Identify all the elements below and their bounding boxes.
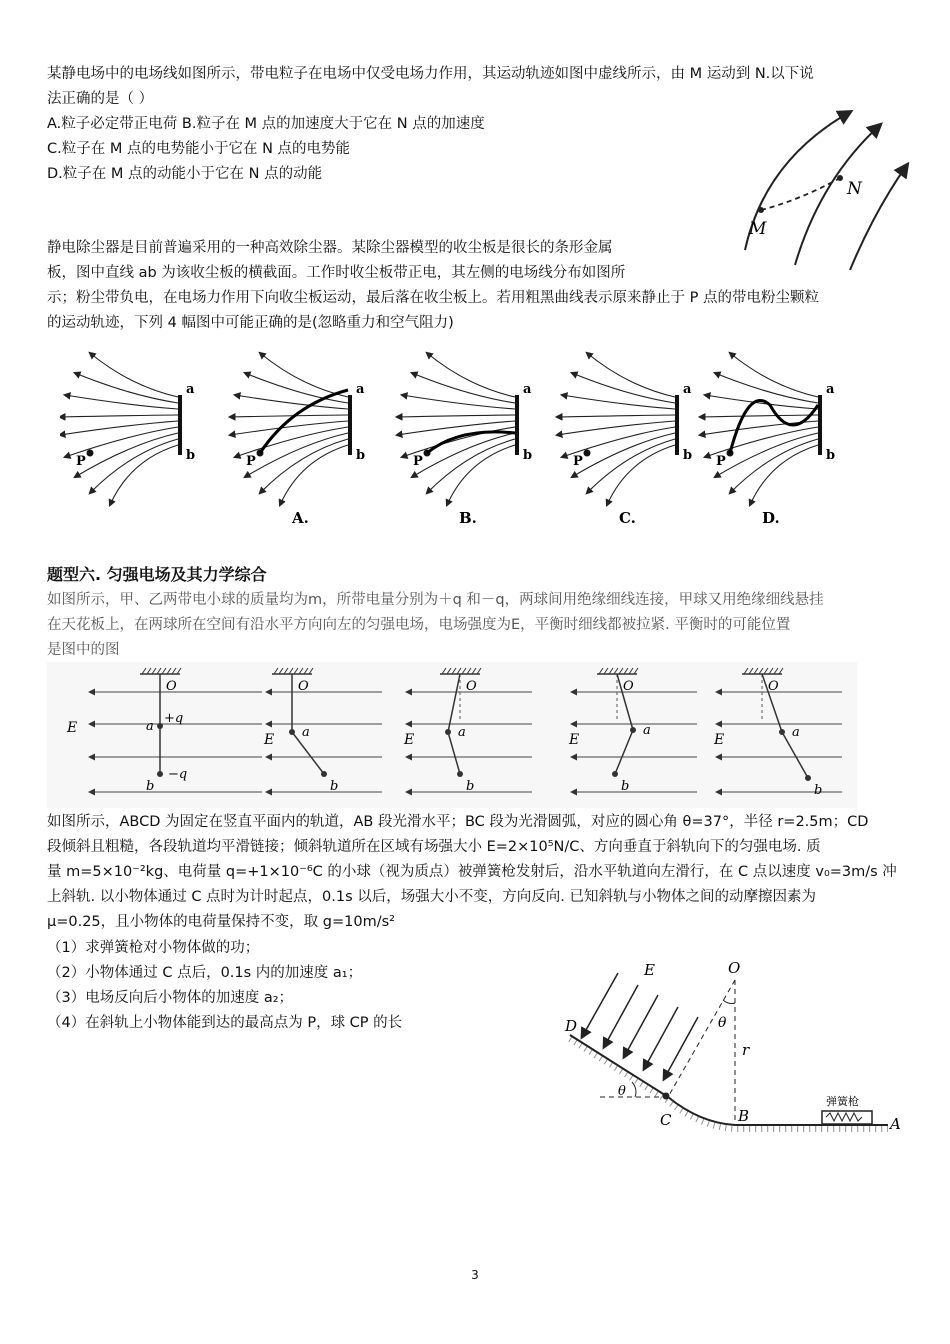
q3-label-a: a <box>146 719 154 734</box>
q2-label-p: P <box>76 454 86 469</box>
q4-label-d: D <box>565 1017 578 1035</box>
q3-label-b: b <box>146 779 155 794</box>
q2-label-b: b <box>683 448 693 463</box>
q3-pendulum-figures <box>47 662 857 808</box>
q2-label-b: b <box>826 448 836 463</box>
q1-label-n: N <box>847 179 862 199</box>
q2-label-a: a <box>826 382 835 397</box>
q1-option-ab: A.粒子必定带正电荷 B.粒子在 M 点的加速度大于它在 N 点的加速度 <box>47 116 485 132</box>
q2-dust-figures <box>60 345 860 535</box>
q3-charge-pos: +q <box>164 711 184 726</box>
q4-label-e: E <box>644 961 655 979</box>
q2-panel <box>230 353 365 527</box>
q3-label-b: b <box>330 779 339 794</box>
q4-line1: 如图所示，ABCD 为固定在竖直平面内的轨道，AB 段光滑水平；BC 段为光滑圆弧，对应的圆心角 θ=37°，半径 r=2.5m；CD <box>47 814 869 830</box>
q2-label-a: a <box>523 382 532 397</box>
q1-stem-line1: 某静电场中的电场线如图所示，带电粒子在电场中仅受电场力作用，其运动轨迹如图中虚线所示，由 M 运动到 N.以下说 <box>47 66 814 82</box>
q2-option-label: A. <box>292 509 309 527</box>
q1-option-d: D.粒子在 M 点的动能小于它在 N 点的动能 <box>47 166 323 182</box>
q3-line2: 在天花板上，在两球所在空间有沿水平方向向左的匀强电场，电场强度为E，平衡时细线都被拉紧. 平衡时的可能位置 <box>47 617 791 633</box>
q4-label-spring-gun: 弹簧枪 <box>826 1095 859 1108</box>
q3-label-b: b <box>814 783 823 798</box>
q3-label-o: O <box>768 679 779 694</box>
q4-line2: 段倾斜且粗糙，各段轨道均平滑链接；倾斜轨道所在区域有场强大小 E=2×10⁵N/C、方向垂直于斜轨向下的匀强电场. 质 <box>47 839 821 855</box>
q4-line4: 上斜轨. 以小物体通过 C 点时为计时起点，0.1s 以后，场强大小不变，方向反向. 已知斜轨与小物体之间的动摩擦因素为 <box>47 889 816 905</box>
q3-line1: 如图所示，甲、乙两带电小球的质量均为m，所带电量分别为＋q 和－q，两球间用绝缘细线连接，甲球又用绝缘细线悬挂 <box>47 592 824 608</box>
q3-line3: 是图中的图 <box>47 642 120 658</box>
q3-label-e: E <box>714 732 725 748</box>
q2-label-p: P <box>573 454 583 469</box>
q2-option-label: B. <box>459 509 477 527</box>
q4-label-r: r <box>742 1041 750 1059</box>
q2-label-b: b <box>523 448 533 463</box>
q3-label-e: E <box>67 720 78 736</box>
q4-label-theta-top: θ <box>718 1015 727 1031</box>
q2-label-p: P <box>716 454 726 469</box>
q2-label-a: a <box>186 382 195 397</box>
q1-option-c: C.粒子在 M 点的电势能小于它在 N 点的电势能 <box>47 141 351 157</box>
q4-label-o: O <box>728 959 741 977</box>
q4-line3: 量 m=5×10⁻²kg、电荷量 q=+1×10⁻⁶C 的小球（视为质点）被弹簧枪发射后，沿水平轨道向左滑行，在 C 点以速度 v₀=3m/s 冲 <box>47 864 897 880</box>
q4-sub3: （3）电场反向后小物体的加速度 a₂； <box>47 990 294 1006</box>
q3-label-o: O <box>166 679 177 694</box>
q3-label-b: b <box>466 779 475 794</box>
q2-option-label: C. <box>619 509 636 527</box>
q3-label-e: E <box>404 732 415 748</box>
q3-label-a: a <box>302 725 310 740</box>
q3-label-a: a <box>643 723 651 738</box>
q2-label-b: b <box>356 448 366 463</box>
q2-line2: 板，图中直线 ab 为该收尘板的横截面。工作时收尘板带正电，其左侧的电场线分布如图所 <box>47 265 626 281</box>
q2-label-a: a <box>683 382 692 397</box>
q3-label-o: O <box>298 679 309 694</box>
q2-label-p: P <box>413 454 423 469</box>
q4-sub4: （4）在斜轨上小物体能到达的最高点为 P，球 CP 的长 <box>47 1015 403 1031</box>
q4-label-c: C <box>660 1111 672 1129</box>
section-title: 题型六. 匀强电场及其力学综合 <box>47 565 267 584</box>
q2-panel <box>557 353 692 527</box>
q2-panel <box>60 353 195 505</box>
q3-label-a: a <box>458 725 466 740</box>
q4-label-a: A <box>890 1115 901 1133</box>
q2-panel <box>700 353 835 527</box>
q2-line1: 静电除尘器是目前普遍采用的一种高效除尘器。某除尘器模型的收尘板是很长的条形金属 <box>47 240 613 256</box>
q2-line4: 的运动轨迹，下列 4 幅图中可能正确的是(忽略重力和空气阻力) <box>47 315 454 331</box>
q3-label-e: E <box>569 732 580 748</box>
q3-charge-neg: −q <box>168 767 188 782</box>
q2-label-a: a <box>356 382 365 397</box>
q3-label-o: O <box>466 679 477 694</box>
q2-label-p: P <box>246 454 256 469</box>
page-number: 3 <box>471 1268 479 1282</box>
q4-track-figure <box>560 955 910 1140</box>
q4-label-b: B <box>738 1107 750 1125</box>
q4-sub1: （1）求弹簧枪对小物体做的功； <box>47 940 260 956</box>
q4-line5: μ=0.25，且小物体的电荷量保持不变，取 g=10m/s² <box>47 914 395 930</box>
q4-label-theta-bottom: θ <box>618 1084 626 1099</box>
q3-label-b: b <box>621 779 630 794</box>
q2-line3: 示；粉尘带负电，在电场力作用下向收尘板运动，最后落在收尘板上。若用粗黑曲线表示原来静止于 P 点的带电粉尘颗粒 <box>47 290 819 306</box>
q3-label-o: O <box>623 679 634 694</box>
q2-option-label: D. <box>762 509 780 527</box>
q2-panel <box>397 353 532 527</box>
q1-field-figure <box>725 100 915 270</box>
q3-label-e: E <box>264 732 275 748</box>
q1-stem-line2: 法正确的是（ ） <box>47 91 154 107</box>
q4-sub2: （2）小物体通过 C 点后，0.1s 内的加速度 a₁； <box>47 965 363 981</box>
q2-label-b: b <box>186 448 196 463</box>
q1-label-m: M <box>749 219 767 239</box>
q3-label-a: a <box>792 725 800 740</box>
